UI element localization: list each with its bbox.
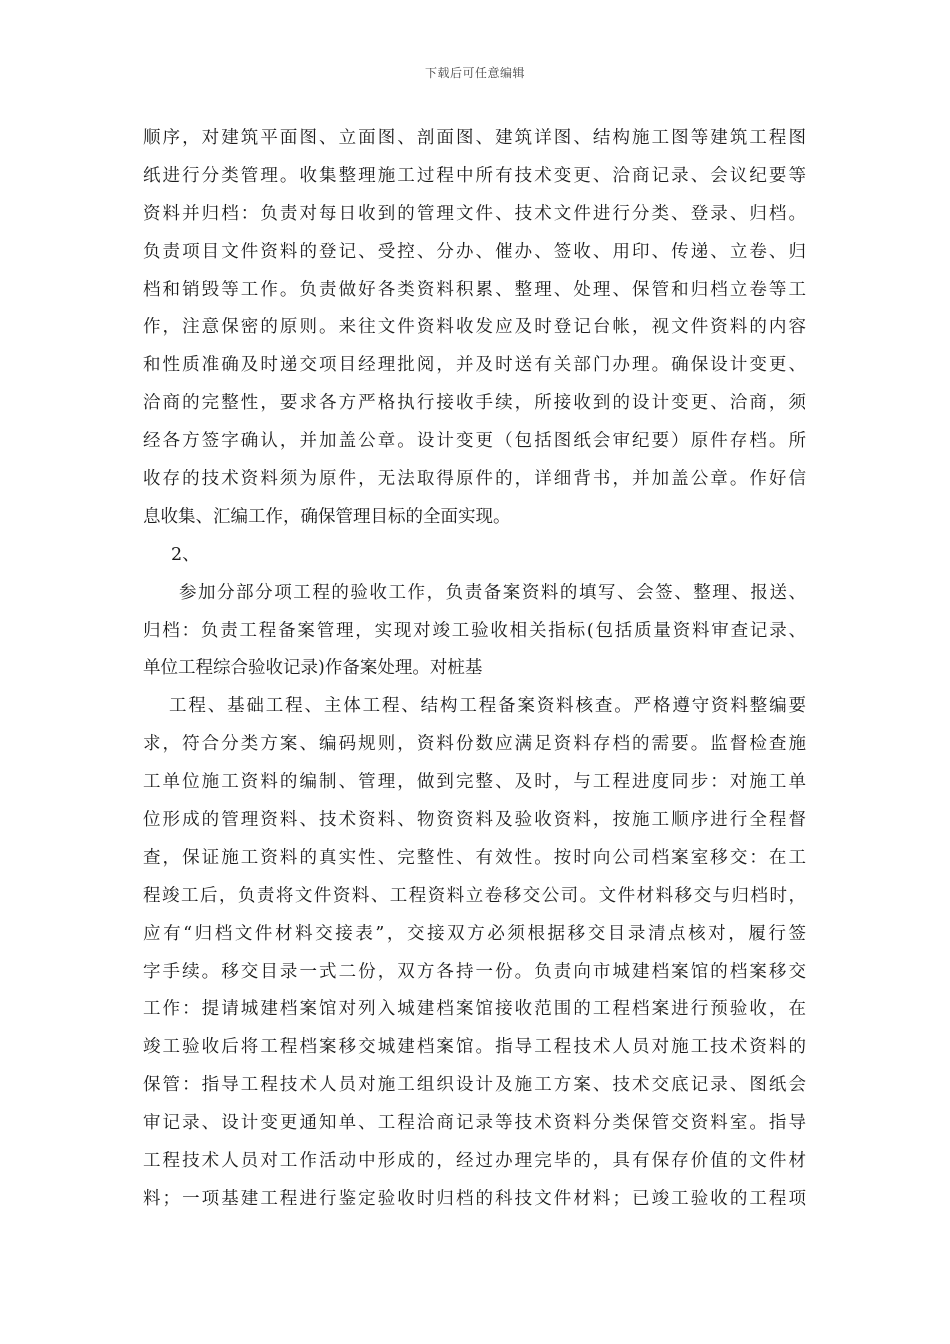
text-line: 负责项目文件资料的登记、受控、分办、催办、签收、用印、传递、立卷、归 — [143, 241, 806, 262]
text-line: 参加分部分项工程的验收工作，负责备案资料的填写、会签、整理、报送、 — [179, 582, 806, 603]
text-line: 和性质准确及时递交项目经理批阅，并及时送有关部门办理。确保设计变更、 — [143, 355, 806, 376]
text-line: 归档：负责工程备案管理，实现对竣工验收相关指标(包括质量资料审查记录、 — [143, 620, 806, 641]
text-line: 应有“归档文件材料交接表”，交接双方必须根据移交目录清点核对，履行签 — [143, 923, 806, 944]
text-line: 资料并归档：负责对每日收到的管理文件、技术文件进行分类、登录、归档。 — [143, 203, 806, 224]
text-line: 经各方签字确认，并加盖公章。设计变更（包括图纸会审纪要）原件存档。所 — [143, 431, 806, 452]
text-line: 字手续。移交目录一式二份，双方各持一份。负责向市城建档案馆的档案移交 — [143, 961, 806, 982]
text-line: 位形成的管理资料、技术资料、物资资料及验收资料，按施工顺序进行全程督 — [143, 810, 806, 831]
text-line: 程竣工后，负责将文件资料、工程资料立卷移交公司。文件材料移交与归档时， — [143, 885, 806, 906]
text-line: 息收集、汇编工作，确保管理目标的全面实现。 — [143, 506, 511, 527]
text-line: 求，符合分类方案、编码规则，资料份数应满足资料存档的需要。监督检查施 — [143, 734, 806, 755]
page-header: 下载后可任意编辑 — [424, 66, 525, 80]
text-line: 工程技术人员对工作活动中形成的，经过办理完毕的，具有保存价值的文件材 — [143, 1151, 806, 1172]
text-line: 工单位施工资料的编制、管理，做到完整、及时，与工程进度同步：对施工单 — [143, 772, 806, 793]
text-line: 工程、基础工程、主体工程、结构工程备案资料核查。严格遵守资料整编要 — [169, 696, 806, 717]
text-line: 料；一项基建工程进行鉴定验收时归档的科技文件材料；已竣工验收的工程项 — [143, 1188, 806, 1209]
document-body — [143, 120, 806, 1219]
paragraph-2 — [143, 575, 806, 689]
text-line: 收存的技术资料须为原件，无法取得原件的，详细背书，并加盖公章。作好信 — [143, 469, 806, 490]
text-line: 单位工程综合验收记录)作备案处理。对桩基 — [143, 658, 483, 679]
text-line: 保管：指导工程技术人员对施工组织设计及施工方案、技术交底记录、图纸会 — [143, 1075, 806, 1096]
item-number: 2、 — [171, 544, 200, 565]
text-line: 纸进行分类管理。收集整理施工过程中所有技术变更、洽商记录、会议纪要等 — [143, 165, 806, 186]
text-line: 作，注意保密的原则。来往文件资料收发应及时登记台帐，视文件资料的内容 — [143, 317, 806, 338]
text-line: 档和销毁等工作。负责做好各类资料积累、整理、处理、保管和归档立卷等工 — [143, 279, 806, 300]
text-line: 洽商的完整性，要求各方严格执行接收手续，所接收到的设计变更、洽商，须 — [143, 393, 806, 414]
text-line: 审记录、设计变更通知单、工程洽商记录等技术资料分类保管交资料室。指导 — [143, 1113, 806, 1134]
paragraph-1 — [143, 120, 806, 537]
text-line: 顺序，对建筑平面图、立面图、剖面图、建筑详图、结构施工图等建筑工程图 — [143, 128, 806, 148]
text-line: 竣工验收后将工程档案移交城建档案馆。指导工程技术人员对施工技术资料的 — [143, 1037, 806, 1058]
paragraph-3 — [143, 688, 806, 1218]
text-line: 工作：提请城建档案馆对列入城建档案馆接收范围的工程档案进行预验收，在 — [143, 999, 806, 1020]
text-line: 查，保证施工资料的真实性、完整性、有效性。按时向公司档案室移交：在工 — [143, 847, 806, 868]
